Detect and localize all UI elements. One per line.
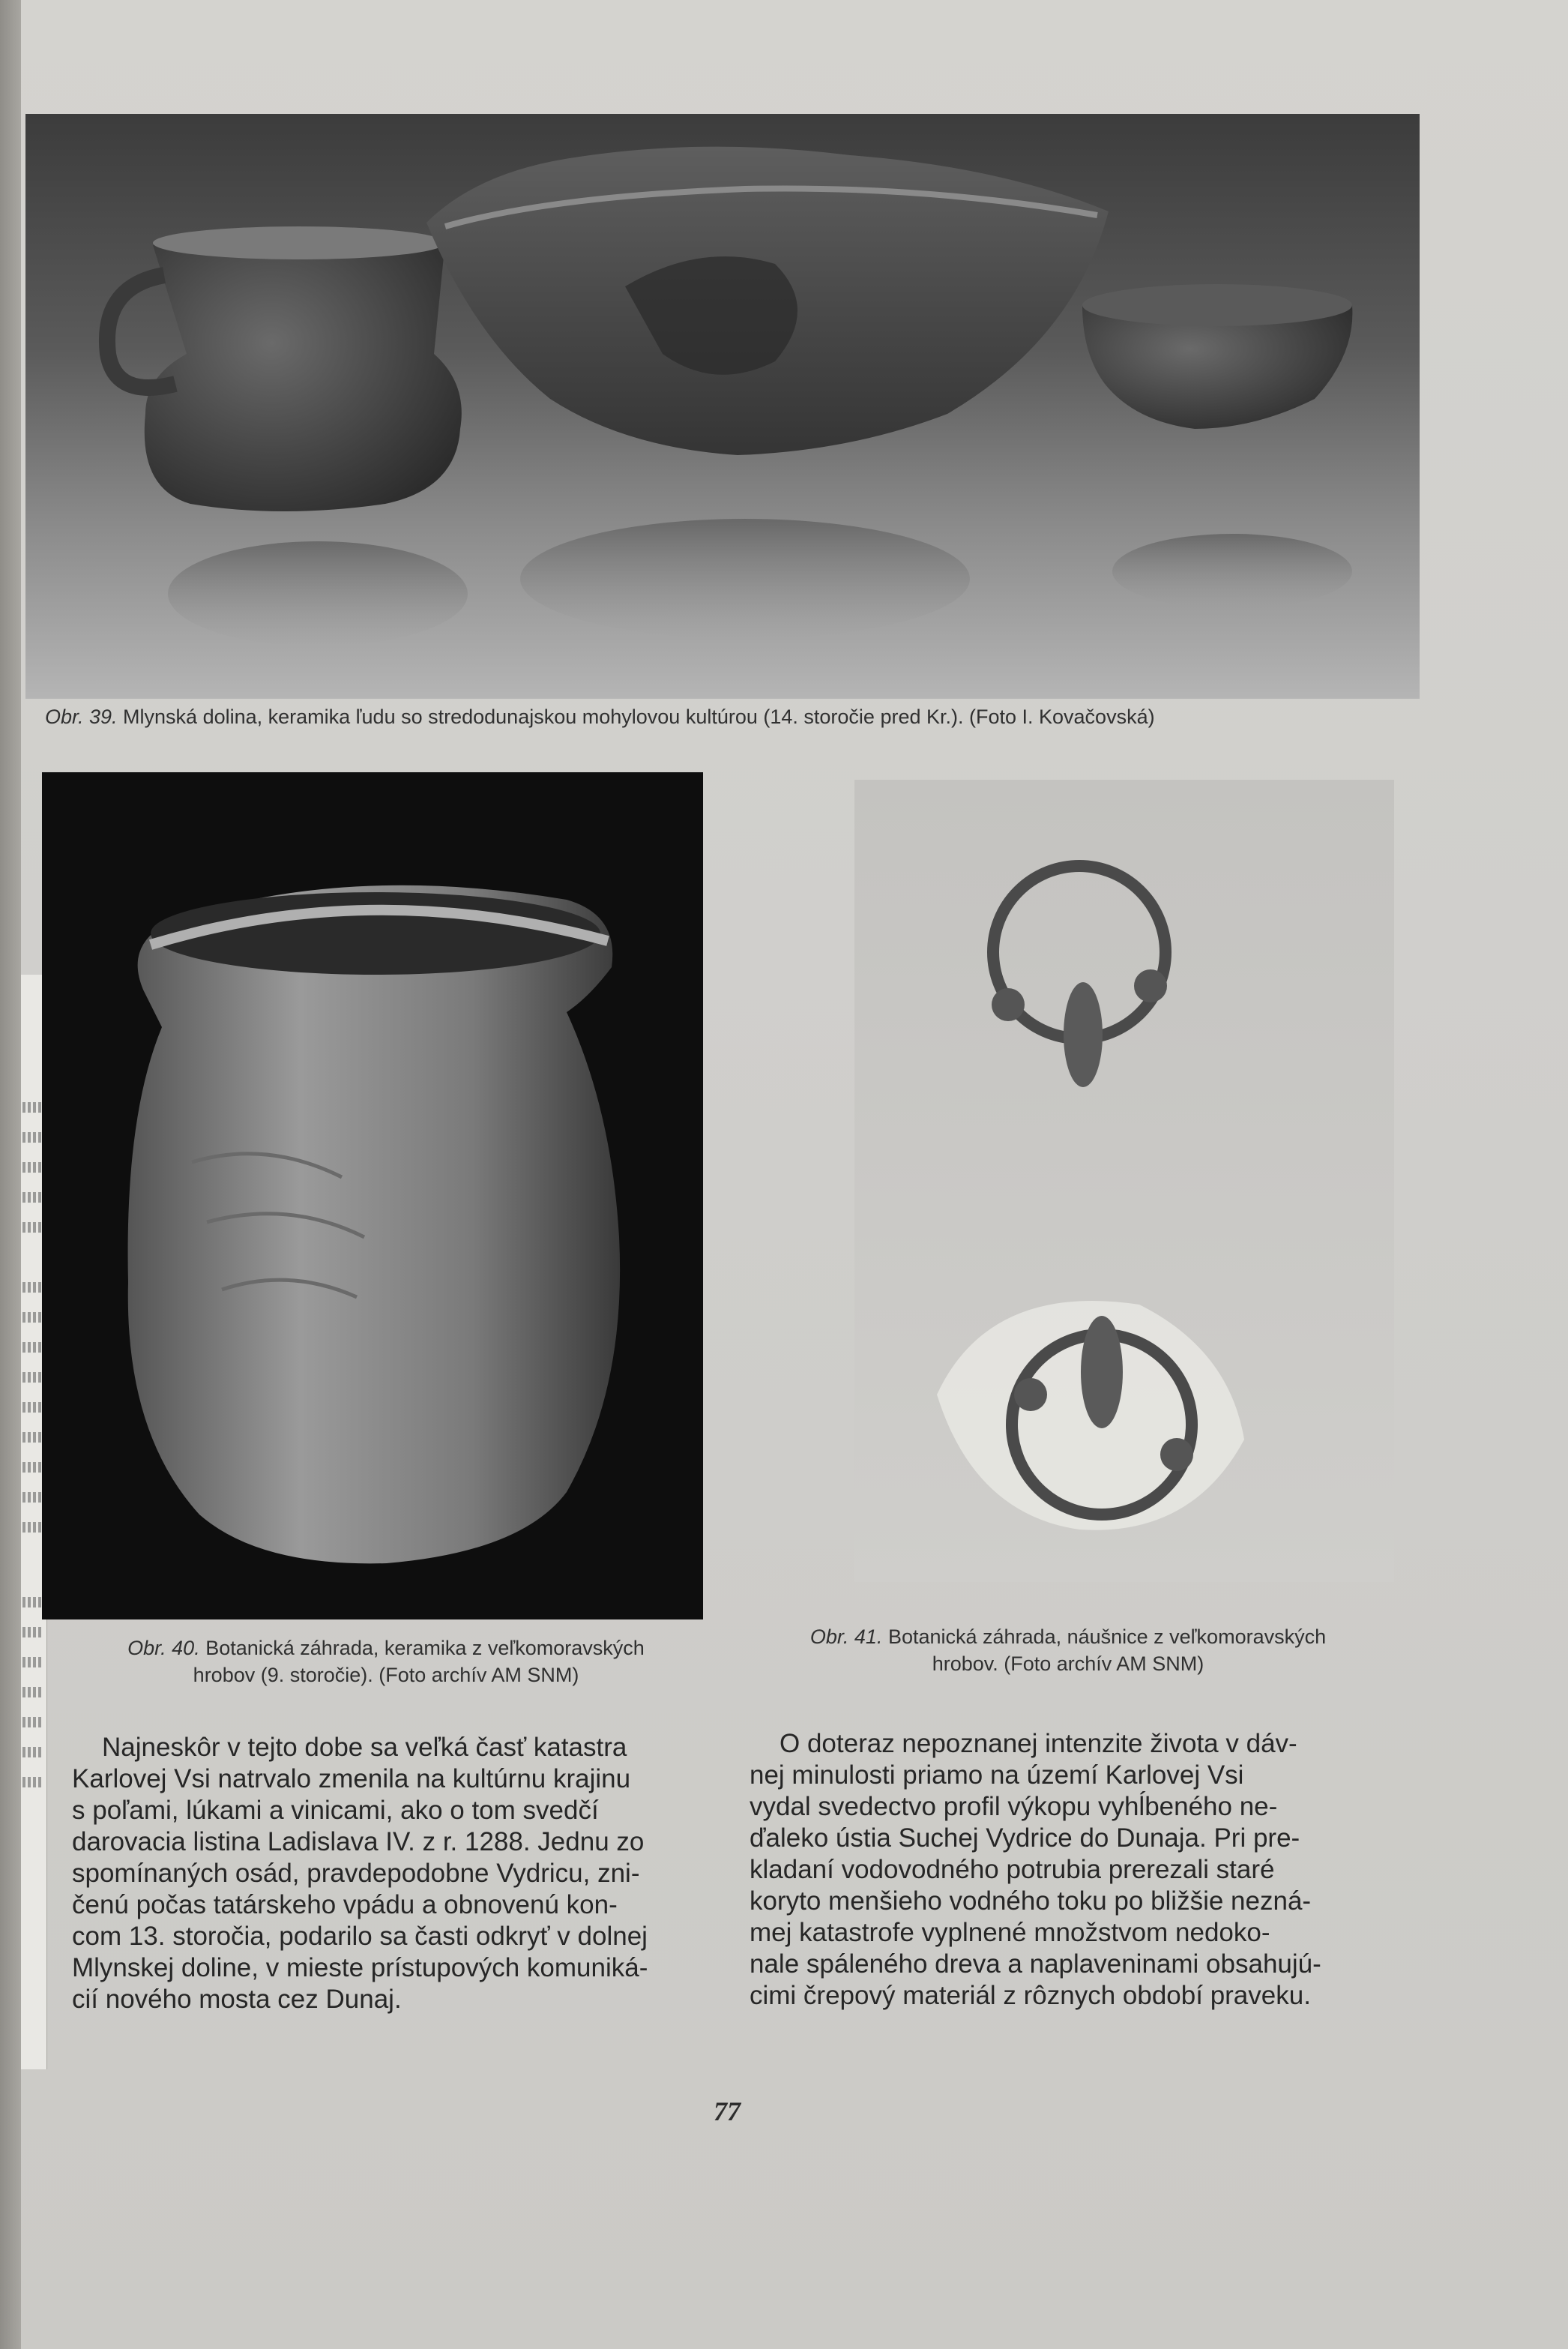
earring-top [992, 866, 1167, 1087]
pot-vessel [128, 885, 621, 1564]
earring-bottom [937, 1301, 1244, 1530]
text-line: Mlynskej doline, v mieste prístupových komuniká- [72, 1953, 648, 1982]
text-line: s poľami, lúkami a vinicami, ako o tom svedčí [72, 1796, 599, 1825]
figure-39-caption: Obr. 39. Mlynská dolina, keramika ľudu so stredodunajskou mohylovou kultúrou (14. storočie pred Kr.). (Foto I. Kovačovská) [45, 706, 1155, 728]
text-line: O doteraz nepoznanej intenzite života v dáv- [780, 1729, 1297, 1758]
text-line: čenú počas tatárskeho vpádu a obnovenú kon- [72, 1890, 618, 1919]
text-line: darovacia listina Ladislava IV. z r. 1288. Jednu zo [72, 1827, 645, 1856]
text-line: Karlovej Vsi natrvalo zmenila na kultúrnu krajinu [72, 1764, 631, 1793]
figure-39-photo [25, 114, 1420, 699]
cup-vessel [107, 226, 462, 511]
body-text-right-column [750, 1728, 1394, 2012]
text-line: nej minulosti priamo na území Karlovej Vsi [750, 1760, 1244, 1790]
figure-41-caption: Obr. 41. Botanická záhrada, náušnice z veľkomoravských hrobov. (Foto archív AM SNM) [809, 1625, 1327, 1675]
text-line: ďaleko ústia Suchej Vydrice do Dunaja. Pri pre- [750, 1823, 1300, 1853]
body-text-left-column [72, 1732, 717, 2015]
figure-40-photo [42, 772, 703, 1619]
figure-41-photo [854, 780, 1394, 1582]
text-line: koryto menšieho vodného toku po bližšie nezná- [750, 1886, 1312, 1916]
text-line: nale spáleného dreva a naplaveninami obsahujú- [750, 1949, 1321, 1979]
text-line: mej katastrofe vyplnené množstvom nedoko- [750, 1918, 1270, 1947]
text-line: kladaní vodovodného potrubia prerezali staré [750, 1855, 1275, 1884]
page-number: 77 [714, 2096, 741, 2126]
text-line: com 13. storočia, podarilo sa časti odkryť v dolnej [72, 1922, 648, 1951]
text-line: cimi črepový materiál z rôznych období praveku. [750, 1981, 1311, 2010]
figure-40-caption: Obr. 40. Botanická záhrada, keramika z veľkomoravských hrobov (9. storočie). (Foto archív AM SNM) [127, 1637, 645, 1686]
text-line: vydal svedectvo profil výkopu vyhĺbeného ne- [750, 1792, 1278, 1821]
small-bowl-vessel [1082, 284, 1352, 429]
text-line: spomínaných osád, pravdepodobne Vydricu, zni- [72, 1859, 640, 1888]
bowl-vessel [426, 147, 1109, 455]
text-line: cií nového mosta cez Dunaj. [72, 1985, 402, 2014]
text-line: Najneskôr v tejto dobe sa veľká časť katastra [102, 1733, 627, 1762]
